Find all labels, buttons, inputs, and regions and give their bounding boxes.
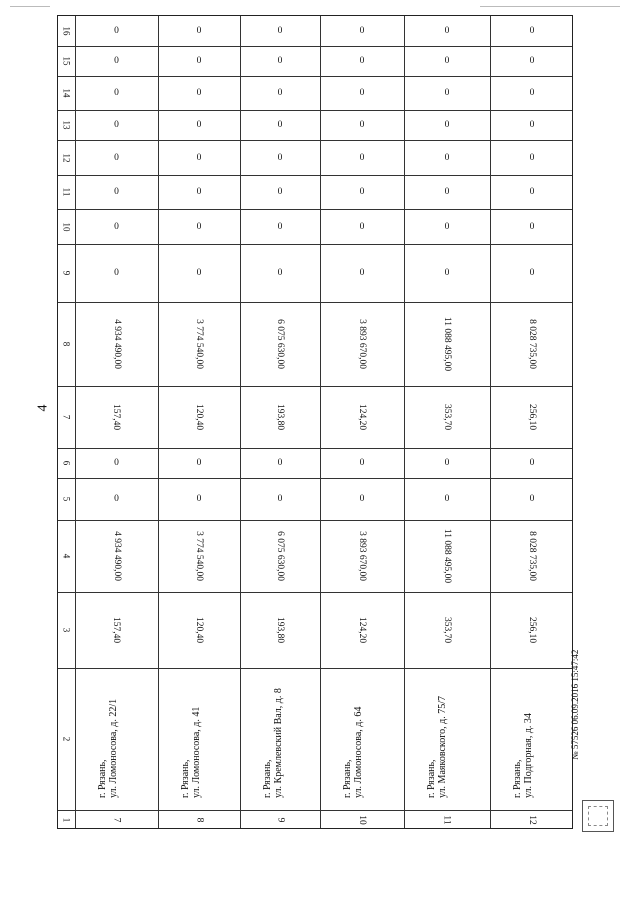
zero-cell-text: 0 <box>529 187 535 197</box>
value-cell <box>75 520 158 592</box>
zero-cell-text: 0 <box>444 268 450 278</box>
row-number <box>158 810 240 830</box>
zero-cell-text: 0 <box>114 494 119 504</box>
zero-cell-text: 0 <box>277 120 283 130</box>
column-header <box>58 302 75 386</box>
row-number-text: 8 <box>194 817 204 823</box>
address-street: ул. Ломоносова, д. 41 <box>191 706 202 798</box>
zero-cell-text: 0 <box>277 26 283 36</box>
column-header <box>58 76 75 110</box>
value-cell-text: 3 893 670,00 <box>357 531 367 581</box>
zero-cell-text: 0 <box>444 152 450 163</box>
column-header <box>58 448 75 478</box>
value-cell-text: 4 934 490,00 <box>111 319 122 369</box>
zero-cell <box>240 175 320 209</box>
zero-cell-text: 0 <box>114 56 119 66</box>
column-header-text: 10 <box>61 222 72 231</box>
zero-cell <box>240 209 320 244</box>
zero-cell-text: 0 <box>444 26 450 36</box>
zero-cell <box>404 140 490 175</box>
area-cell <box>490 386 574 448</box>
area-cell <box>158 592 240 668</box>
zero-cell-text: 0 <box>359 56 365 66</box>
zero-cell <box>490 478 574 520</box>
zero-cell-text: 0 <box>114 187 119 197</box>
zero-cell <box>158 209 240 244</box>
zero-cell <box>240 140 320 175</box>
zero-cell-text: 0 <box>196 120 202 130</box>
value-cell-text: 8 028 735,00 <box>527 531 537 581</box>
column-header <box>58 140 75 175</box>
row-number <box>490 810 574 830</box>
zero-cell-text: 0 <box>359 88 365 98</box>
value-cell <box>240 302 320 386</box>
zero-cell <box>158 478 240 520</box>
zero-cell-text: 0 <box>444 56 450 66</box>
column-header <box>58 810 75 830</box>
zero-cell-text: 0 <box>529 152 535 163</box>
row-number-text: 7 <box>111 817 122 823</box>
zero-cell-text: 0 <box>277 152 283 163</box>
zero-cell-text: 0 <box>277 494 283 504</box>
zero-cell-text: 0 <box>529 494 535 504</box>
zero-cell <box>320 76 404 110</box>
zero-cell <box>404 16 490 46</box>
zero-cell <box>158 46 240 76</box>
zero-cell <box>240 76 320 110</box>
column-header <box>58 110 75 140</box>
zero-cell <box>490 244 574 302</box>
address-city: г. Рязань, <box>180 759 191 798</box>
column-header-text: 16 <box>61 26 72 36</box>
zero-cell <box>320 175 404 209</box>
column-header <box>58 244 75 302</box>
value-cell-text: 6 075 630,00 <box>275 319 285 369</box>
zero-cell-text: 0 <box>114 152 119 163</box>
zero-cell-text: 0 <box>114 120 119 130</box>
column-header <box>58 478 75 520</box>
area-cell <box>404 592 490 668</box>
zero-cell-text: 0 <box>196 187 202 197</box>
zero-cell-text: 0 <box>529 268 535 278</box>
zero-cell-text: 0 <box>114 26 119 36</box>
row-number <box>75 810 158 830</box>
value-cell <box>158 520 240 592</box>
zero-cell <box>75 244 158 302</box>
zero-cell <box>404 209 490 244</box>
zero-cell-text: 0 <box>444 187 450 197</box>
zero-cell <box>490 448 574 478</box>
registry-stamp <box>582 800 614 832</box>
address-street: ул. Ломоносова, д. 22/1 <box>108 698 119 798</box>
column-header-text: 4 <box>61 553 72 559</box>
zero-cell-text: 0 <box>114 458 119 468</box>
zero-cell-text: 0 <box>359 494 365 504</box>
address-city: г. Рязань, <box>512 759 523 798</box>
row-number <box>320 810 404 830</box>
zero-cell <box>404 46 490 76</box>
address-cell <box>426 696 448 798</box>
zero-cell-text: 0 <box>359 221 365 232</box>
value-cell-text: 4 934 490,00 <box>111 531 122 581</box>
value-cell-text: 3 893 670,00 <box>357 319 367 369</box>
column-header-text: 15 <box>61 56 72 66</box>
zero-cell <box>75 110 158 140</box>
zero-cell <box>75 175 158 209</box>
area-cell-text: 353,70 <box>442 403 452 431</box>
value-cell-text: 3 774 540,00 <box>194 531 204 581</box>
zero-cell-text: 0 <box>444 120 450 130</box>
zero-cell <box>404 244 490 302</box>
zero-cell-text: 0 <box>359 152 365 163</box>
area-cell-text: 157,40 <box>111 403 122 431</box>
column-header-text: 1 <box>61 817 72 823</box>
column-header-text: 11 <box>61 187 72 197</box>
zero-cell-text: 0 <box>529 56 535 66</box>
zero-cell-text: 0 <box>196 56 202 66</box>
zero-cell-text: 0 <box>359 268 365 278</box>
area-cell-text: 120,40 <box>194 616 204 644</box>
column-header-text: 9 <box>61 270 72 276</box>
zero-cell <box>404 478 490 520</box>
area-cell-text: 124,20 <box>357 616 367 644</box>
zero-cell <box>490 46 574 76</box>
value-cell <box>320 302 404 386</box>
area-cell-text: 353,70 <box>442 616 452 644</box>
zero-cell-text: 0 <box>529 221 535 232</box>
zero-cell <box>75 16 158 46</box>
zero-cell-text: 0 <box>359 26 365 36</box>
zero-cell <box>158 76 240 110</box>
zero-cell <box>320 478 404 520</box>
area-cell <box>240 386 320 448</box>
area-cell-text: 124,20 <box>357 403 367 431</box>
zero-cell-text: 0 <box>444 221 450 232</box>
scan-mark-right <box>480 6 620 7</box>
data-table <box>57 15 573 829</box>
registration-footer: № 57526 06.09.2016 15:47:42 <box>570 649 580 760</box>
column-header <box>58 668 75 810</box>
zero-cell <box>158 110 240 140</box>
value-cell <box>490 520 574 592</box>
column-header <box>58 592 75 668</box>
area-cell-text: 157,40 <box>111 616 122 644</box>
row-number <box>404 810 490 830</box>
address-cell <box>180 707 202 798</box>
address-city: г. Рязань, <box>342 759 353 798</box>
value-cell <box>404 302 490 386</box>
zero-cell <box>404 175 490 209</box>
value-cell-text: 11 088 495,00 <box>442 528 452 584</box>
zero-cell <box>490 110 574 140</box>
zero-cell <box>404 448 490 478</box>
zero-cell-text: 0 <box>277 56 283 66</box>
area-cell <box>490 592 574 668</box>
address-street: ул. Ломоносова, д. 64 <box>353 706 364 798</box>
value-cell <box>490 302 574 386</box>
column-header-text: 3 <box>61 627 72 633</box>
zero-cell-text: 0 <box>444 458 450 468</box>
column-header <box>58 46 75 76</box>
zero-cell <box>158 175 240 209</box>
column-header <box>58 520 75 592</box>
zero-cell-text: 0 <box>196 221 202 232</box>
area-cell <box>75 386 158 448</box>
zero-cell-text: 0 <box>529 458 535 468</box>
zero-cell-text: 0 <box>444 494 450 504</box>
zero-cell <box>75 46 158 76</box>
column-header-text: 14 <box>61 88 72 98</box>
column-header-text: 12 <box>61 153 72 162</box>
row-number-text: 11 <box>442 815 452 825</box>
zero-cell <box>320 16 404 46</box>
value-cell <box>404 520 490 592</box>
value-cell <box>320 520 404 592</box>
zero-cell-text: 0 <box>277 88 283 98</box>
zero-cell-text: 0 <box>114 221 119 232</box>
zero-cell-text: 0 <box>196 458 202 468</box>
column-header-text: 5 <box>61 496 72 502</box>
zero-cell-text: 0 <box>444 88 450 98</box>
zero-cell-text: 0 <box>529 26 535 36</box>
zero-cell-text: 0 <box>196 268 202 278</box>
area-cell-text: 256,10 <box>527 403 537 431</box>
address-cell <box>262 688 284 798</box>
area-cell <box>320 592 404 668</box>
page-number: 4 <box>35 404 51 412</box>
zero-cell-text: 0 <box>359 458 365 468</box>
zero-cell <box>158 448 240 478</box>
zero-cell <box>320 244 404 302</box>
zero-cell <box>75 76 158 110</box>
area-cell-text: 256,10 <box>527 616 537 644</box>
zero-cell-text: 0 <box>114 88 119 98</box>
address-city: г. Рязань, <box>97 759 108 798</box>
zero-cell <box>404 76 490 110</box>
address-cell <box>342 707 364 798</box>
zero-cell <box>158 140 240 175</box>
value-cell-text: 3 774 540,00 <box>194 319 204 369</box>
zero-cell <box>320 209 404 244</box>
zero-cell-text: 0 <box>277 221 283 232</box>
zero-cell <box>240 478 320 520</box>
column-header <box>58 16 75 46</box>
zero-cell <box>75 140 158 175</box>
zero-cell-text: 0 <box>359 187 365 197</box>
value-cell-text: 11 088 495,00 <box>442 316 452 372</box>
zero-cell <box>75 478 158 520</box>
zero-cell <box>320 448 404 478</box>
zero-cell <box>158 244 240 302</box>
area-cell <box>75 592 158 668</box>
zero-cell <box>75 448 158 478</box>
address-street: ул. Кремлевский Вал, д. 8 <box>273 688 284 798</box>
value-cell <box>158 302 240 386</box>
zero-cell-text: 0 <box>114 268 119 278</box>
row-number-text: 10 <box>357 815 367 825</box>
area-cell <box>320 386 404 448</box>
zero-cell <box>490 140 574 175</box>
address-city: г. Рязань, <box>426 759 437 798</box>
zero-cell <box>240 244 320 302</box>
value-cell-text: 8 028 735,00 <box>527 319 537 369</box>
area-cell <box>240 592 320 668</box>
address-cell <box>97 699 119 798</box>
row-number-text: 12 <box>527 815 537 825</box>
zero-cell <box>158 16 240 46</box>
column-header <box>58 209 75 244</box>
address-city: г. Рязань, <box>262 759 273 798</box>
column-header-text: 2 <box>61 736 72 742</box>
zero-cell <box>490 16 574 46</box>
zero-cell <box>240 16 320 46</box>
column-header-text: 7 <box>61 414 72 420</box>
grid-horizontal-line <box>58 668 572 669</box>
zero-cell-text: 0 <box>196 26 202 36</box>
row-number <box>240 810 320 830</box>
zero-cell-text: 0 <box>277 187 283 197</box>
zero-cell-text: 0 <box>529 120 535 130</box>
column-header-text: 8 <box>61 341 72 347</box>
scan-mark-left <box>10 6 50 7</box>
zero-cell <box>404 110 490 140</box>
address-cell <box>512 713 534 798</box>
area-cell-text: 193,80 <box>275 403 285 431</box>
zero-cell <box>490 209 574 244</box>
zero-cell-text: 0 <box>196 88 202 98</box>
zero-cell <box>240 448 320 478</box>
column-header-text: 13 <box>61 120 72 130</box>
zero-cell-text: 0 <box>359 120 365 130</box>
zero-cell-text: 0 <box>529 88 535 98</box>
area-cell-text: 193,80 <box>275 616 285 644</box>
value-cell-text: 6 075 630,00 <box>275 531 285 581</box>
zero-cell <box>490 76 574 110</box>
zero-cell-text: 0 <box>196 152 202 163</box>
zero-cell <box>240 110 320 140</box>
address-street: ул. Подгорная, д. 34 <box>523 713 534 798</box>
zero-cell <box>320 140 404 175</box>
row-number-text: 9 <box>275 817 285 823</box>
column-header-text: 6 <box>61 460 72 466</box>
zero-cell <box>320 110 404 140</box>
address-street: ул. Маяковского, д. 75/7 <box>437 695 448 798</box>
column-header <box>58 175 75 209</box>
value-cell <box>240 520 320 592</box>
zero-cell <box>320 46 404 76</box>
zero-cell-text: 0 <box>196 494 202 504</box>
zero-cell <box>240 46 320 76</box>
area-cell-text: 120,40 <box>194 403 204 431</box>
value-cell <box>75 302 158 386</box>
zero-cell-text: 0 <box>277 458 283 468</box>
zero-cell <box>490 175 574 209</box>
area-cell <box>404 386 490 448</box>
zero-cell <box>75 209 158 244</box>
zero-cell-text: 0 <box>277 268 283 278</box>
area-cell <box>158 386 240 448</box>
column-header <box>58 386 75 448</box>
